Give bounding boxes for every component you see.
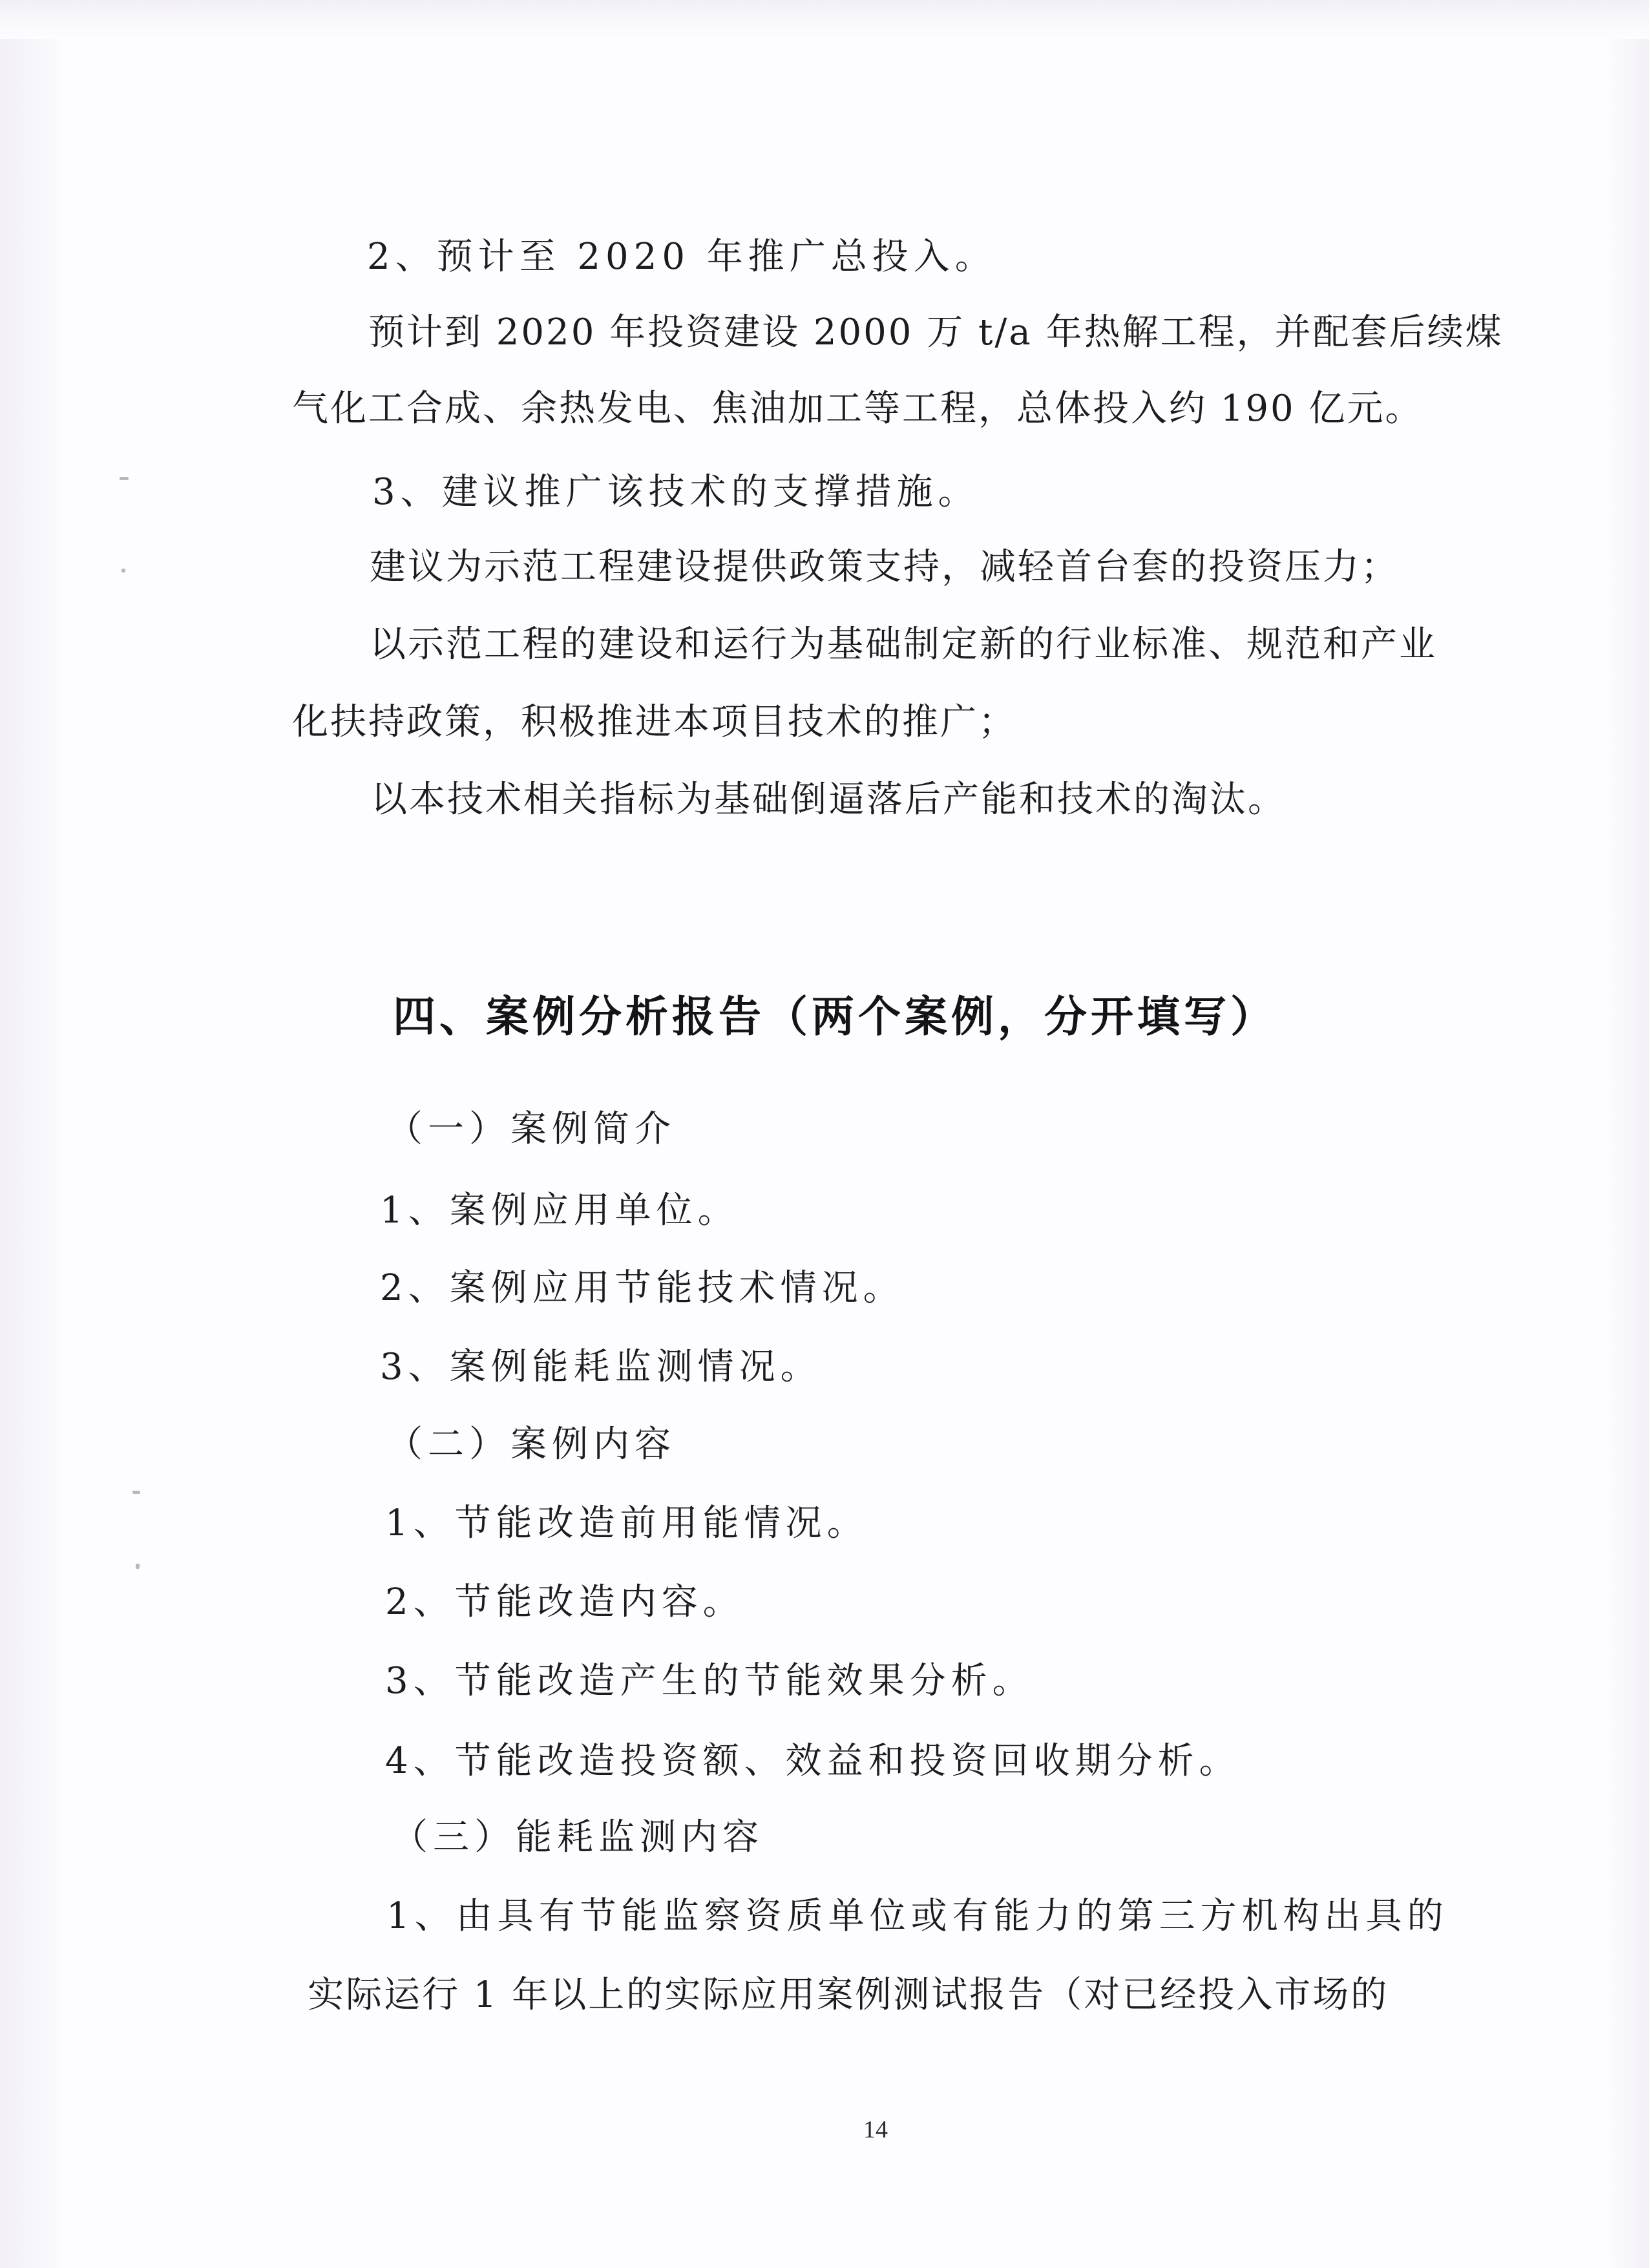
scan-edge-left bbox=[0, 0, 59, 2268]
scan-edge-top bbox=[0, 0, 1649, 39]
section4-sub1-item: 3、案例能耗监测情况。 bbox=[380, 1346, 822, 1388]
scan-speck bbox=[121, 569, 125, 572]
section4-sub3-title: （三）能耗监测内容 bbox=[392, 1816, 764, 1858]
section4-sub3-para-line2: 实际运行 1 年以上的实际应用案例测试报告（对已经投入市场的 bbox=[308, 1974, 1389, 2016]
section4-sub2-item: 4、节能改造投资额、效益和投资回收期分析。 bbox=[385, 1740, 1241, 1782]
section4-sub1-title: （一）案例简介 bbox=[386, 1108, 676, 1150]
section4-sub2-title: （二）案例内容 bbox=[386, 1423, 676, 1465]
section4-sub1-item: 2、案例应用节能技术情况。 bbox=[380, 1267, 905, 1309]
scan-speck bbox=[132, 1491, 140, 1494]
section4-sub2-item: 3、节能改造产生的节能效果分析。 bbox=[385, 1660, 1034, 1702]
section4-sub3-para-line1: 1、由具有节能监察资质单位或有能力的第三方机构出具的 bbox=[386, 1895, 1449, 1937]
scan-edge-right bbox=[1604, 0, 1649, 2268]
item3-para2-line2: 化扶持政策，积极推进本项目技术的推广； bbox=[292, 701, 1016, 743]
section4-sub1-item: 1、案例应用单位。 bbox=[380, 1190, 739, 1232]
item3-para1: 建议为示范工程建设提供政策支持，减轻首台套的投资压力； bbox=[370, 546, 1399, 588]
item2-body-line2: 气化工合成、余热发电、焦油加工等工程，总体投入约 190 亿元。 bbox=[292, 388, 1423, 430]
section4-sub2-item: 1、节能改造前用能情况。 bbox=[385, 1502, 868, 1544]
section4-sub2-item: 2、节能改造内容。 bbox=[385, 1581, 744, 1623]
item2-body-line1: 预计到 2020 年投资建设 2000 万 t/a 年热解工程，并配套后续煤 bbox=[368, 311, 1504, 353]
scan-speck bbox=[136, 1564, 140, 1569]
section4-heading: 四、案例分析报告（两个案例，分开填写） bbox=[393, 992, 1277, 1042]
item2-title: 2、预计至 2020 年推广总投入。 bbox=[367, 236, 996, 278]
page-number: 14 bbox=[863, 2116, 888, 2143]
item3-para2-line1: 以示范工程的建设和运行为基础制定新的行业标准、规范和产业 bbox=[370, 624, 1437, 666]
item3-title: 3、建议推广该技术的支撑措施。 bbox=[372, 471, 980, 513]
scan-speck bbox=[120, 477, 129, 480]
item3-para3: 以本技术相关指标为基础倒逼落后产能和技术的淘汰。 bbox=[371, 779, 1286, 821]
